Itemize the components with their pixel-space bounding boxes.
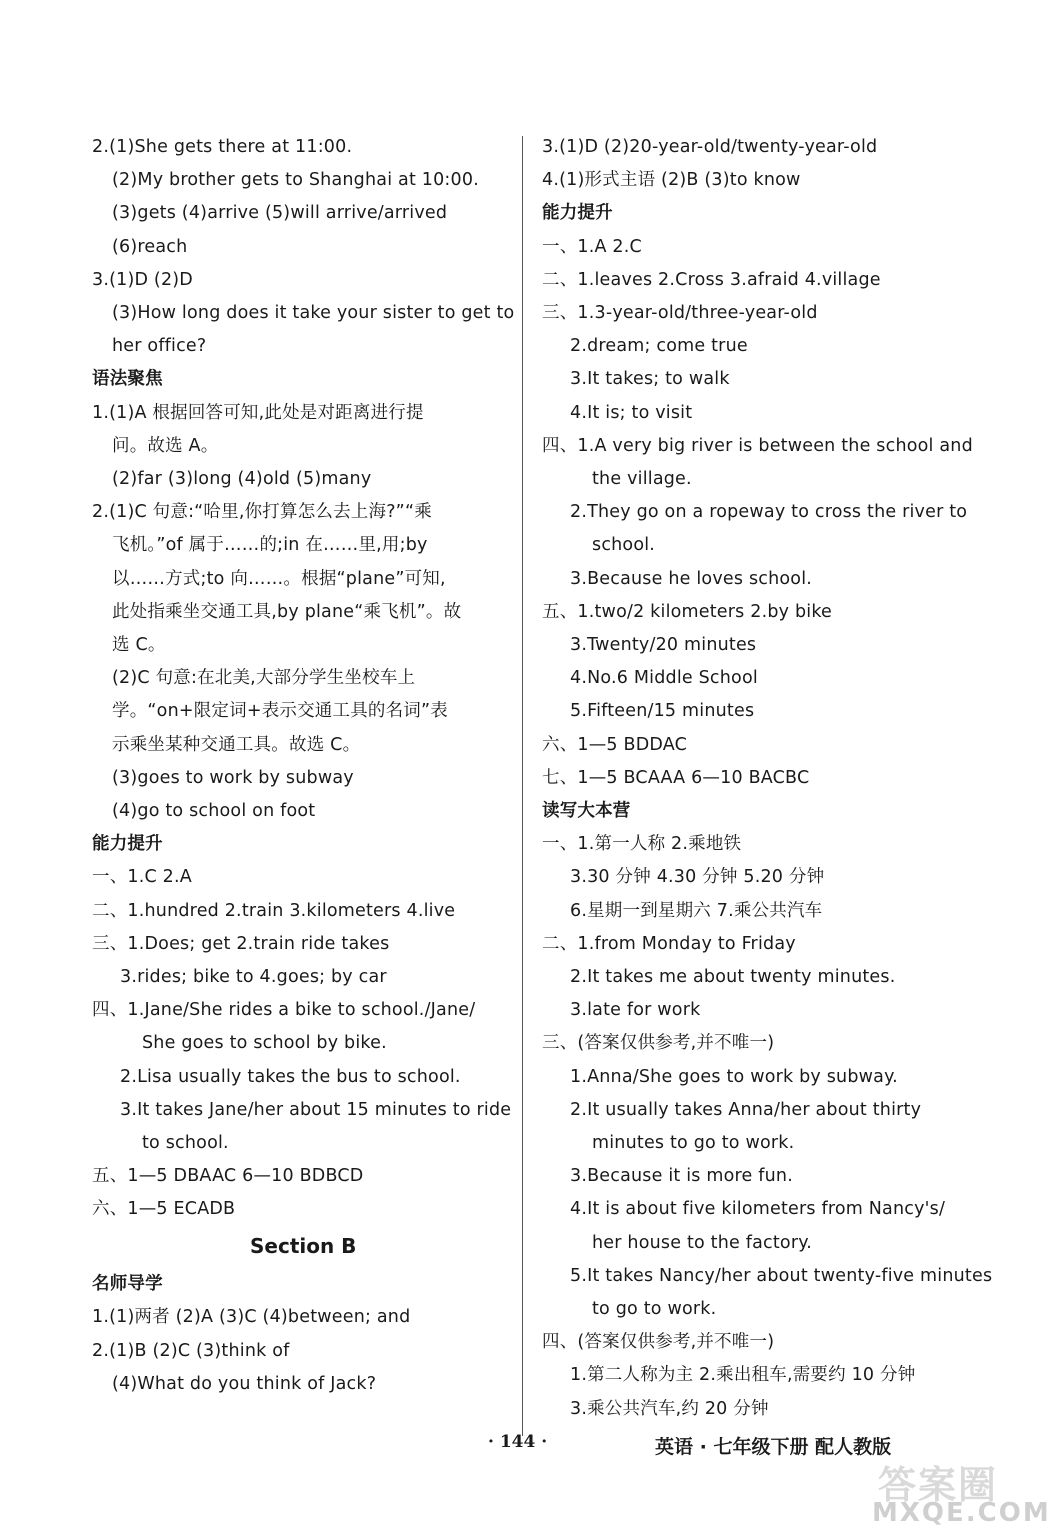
section-title: Section B — [250, 1233, 357, 1258]
answer-line: 3.late for work — [570, 1000, 701, 1021]
answer-line: 二、1.from Monday to Friday — [542, 933, 796, 954]
answer-line: 3.30 分钟 4.30 分钟 5.20 分钟 — [570, 867, 825, 888]
answer-line: 3.(1)D (2)20-year-old/twenty-year-old — [542, 137, 878, 157]
answer-line: 二、1.hundred 2.train 3.kilometers 4.live — [92, 900, 456, 921]
answer-line: (2)far (3)long (4)old (5)many — [112, 469, 372, 489]
answer-line: her house to the factory. — [592, 1232, 813, 1253]
answer-line: 2.It takes me about twenty minutes. — [570, 967, 896, 987]
answer-line: 4.It is about five kilometers from Nancy's/ — [570, 1199, 946, 1220]
answer-line: 5.It takes Nancy/her about twenty-five minutes — [570, 1265, 993, 1286]
answer-line: 一、1.C 2.A — [92, 867, 192, 888]
answer-line: 学。“on+限定词+表示交通工具的名词”表 — [112, 701, 448, 722]
answer-line: 七、1—5 BCAAA 6—10 BACBC — [542, 767, 810, 788]
answer-line: 4.It is; to visit — [570, 402, 693, 423]
answer-line: (3)goes to work by subway — [112, 767, 354, 788]
section-heading: 名师导学 — [92, 1274, 163, 1295]
answer-line: 3.rides; bike to 4.goes; by car — [120, 967, 387, 987]
answer-line: 6.星期一到星期六 7.乘公共汽车 — [570, 900, 823, 921]
answer-line: 此处指乘坐交通工具,by plane“乘飞机”。故 — [112, 601, 462, 622]
answer-line: 1.(1)A 根据回答可知,此处是对距离进行提 — [92, 402, 424, 423]
answer-line: 2.Lisa usually takes the bus to school. — [120, 1066, 461, 1087]
answer-line: (4)go to school on foot — [112, 801, 316, 821]
answer-line: 示乘坐某种交通工具。故选 C。 — [112, 734, 361, 755]
answer-line: 3.乘公共汽车,约 20 分钟 — [570, 1398, 769, 1419]
answer-line: 2.They go on a ropeway to cross the river to — [570, 502, 968, 523]
answer-line: 六、1—5 ECADB — [92, 1199, 236, 1220]
answer-line: 1.Anna/She goes to work by subway. — [570, 1066, 898, 1087]
section-heading: 能力提升 — [92, 834, 163, 855]
answer-line: 3.Because he loves school. — [570, 568, 813, 589]
watermark-bottom-text: MXQE.COM — [872, 1498, 1051, 1528]
answer-line: minutes to go to work. — [592, 1133, 795, 1153]
answer-line: (2)C 句意:在北美,大部分学生坐校车上 — [112, 668, 416, 689]
answer-line: her office? — [112, 336, 207, 357]
book-info: 英语 · 七年级下册 配人教版 — [655, 1436, 892, 1458]
answer-line: 一、1.第一人称 2.乘地铁 — [542, 834, 742, 855]
answer-line: to school. — [142, 1133, 229, 1153]
answer-line: 五、1.two/2 kilometers 2.by bike — [542, 601, 833, 622]
answer-line: 二、1.leaves 2.Cross 3.afraid 4.village — [542, 269, 881, 290]
answer-line: 一、1.A 2.C — [542, 236, 642, 257]
answer-line: 4.No.6 Middle School — [570, 668, 758, 689]
answer-line: 4.(1)形式主语 (2)B (3)to know — [542, 170, 801, 191]
answer-line: 问。故选 A。 — [112, 435, 219, 456]
answer-line: 2.(1)C 句意:“哈里,你打算怎么去上海?”“乘 — [92, 502, 432, 523]
answer-line: (6)reach — [112, 236, 188, 257]
answer-line: 5.Fifteen/15 minutes — [570, 701, 755, 722]
answer-line: 3.Twenty/20 minutes — [570, 635, 757, 655]
answer-line: 3.(1)D (2)D — [92, 269, 193, 290]
answer-line: 三、(答案仅供参考,并不唯一) — [542, 1033, 775, 1054]
answer-line: 2.dream; come true — [570, 336, 748, 357]
answer-line: 2.(1)She gets there at 11:00. — [92, 137, 353, 157]
section-heading: 读写大本营 — [542, 801, 631, 821]
section-heading: 语法聚焦 — [92, 369, 163, 390]
answer-line: 飞机。”of 属于……的;in 在……里,用;by — [112, 535, 428, 556]
answer-line: (2)My brother gets to Shanghai at 10:00. — [112, 170, 479, 191]
answer-line: 三、1.3-year-old/three-year-old — [542, 303, 818, 323]
answer-line: 五、1—5 DBAAC 6—10 BDBCD — [92, 1166, 364, 1187]
answer-line: to go to work. — [592, 1299, 717, 1319]
answer-line: 2.(1)B (2)C (3)think of — [92, 1340, 290, 1361]
section-heading: 能力提升 — [542, 203, 613, 224]
watermark-logo — [868, 1454, 1051, 1534]
answer-line: 六、1—5 BDDAC — [542, 734, 688, 755]
watermark-top-text: 答案圈 — [878, 1462, 999, 1507]
answer-line: 四、1.A very big river is between the school and — [542, 435, 973, 456]
answer-line: 3.It takes; to walk — [570, 369, 730, 390]
answer-line: 以……方式;to 向……。根据“plane”可知, — [112, 568, 446, 589]
page-number: · 144 · — [488, 1432, 548, 1452]
answer-line: She goes to school by bike. — [142, 1033, 387, 1054]
answer-line: 3.Because it is more fun. — [570, 1166, 793, 1187]
column-divider — [522, 136, 523, 1436]
answer-line: 三、1.Does; get 2.train ride takes — [92, 933, 390, 954]
answer-line: 四、(答案仅供参考,并不唯一) — [542, 1332, 775, 1353]
answer-line: the village. — [592, 469, 692, 489]
answer-line: 四、1.Jane/She rides a bike to school./Jane/ — [92, 1000, 476, 1021]
answer-line: 1.(1)两者 (2)A (3)C (4)between; and — [92, 1307, 411, 1328]
answer-line: 选 C。 — [112, 635, 166, 655]
answer-line: (3)gets (4)arrive (5)will arrive/arrived — [112, 203, 448, 224]
answer-line: 3.It takes Jane/her about 15 minutes to ride — [120, 1099, 512, 1120]
answer-line: 1.第二人称为主 2.乘出租车,需要约 10 分钟 — [570, 1365, 916, 1386]
answer-line: (3)How long does it take your sister to get to — [112, 303, 515, 323]
answer-line: 2.It usually takes Anna/her about thirty — [570, 1099, 922, 1120]
answer-line: (4)What do you think of Jack? — [112, 1373, 377, 1394]
answer-line: school. — [592, 535, 656, 556]
